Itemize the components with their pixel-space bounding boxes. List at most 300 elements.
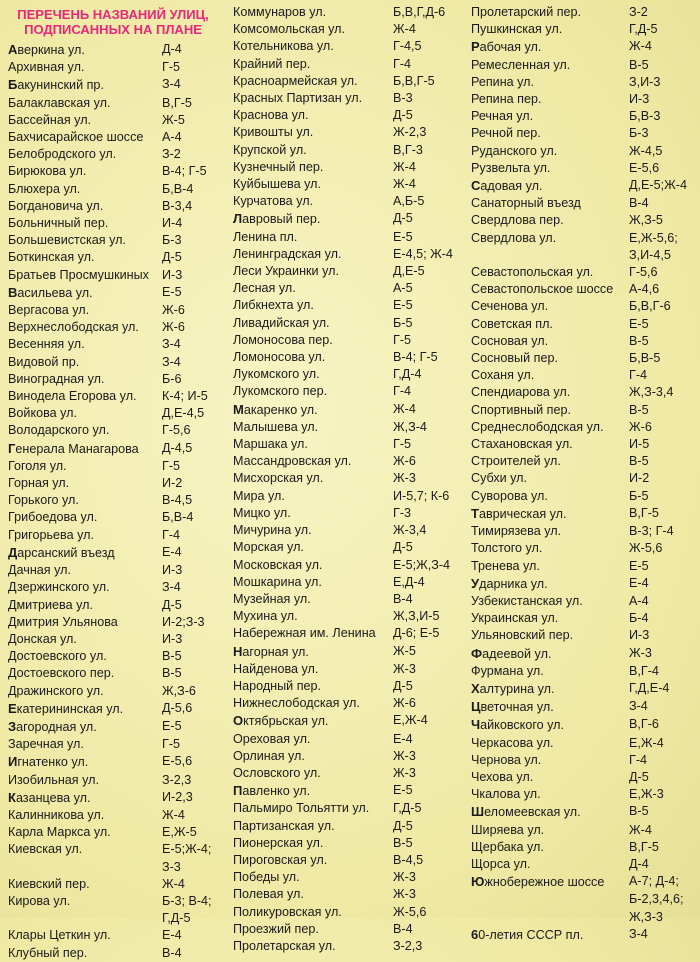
grid-reference: В-4 — [393, 591, 413, 606]
grid-reference: В-5 — [162, 649, 182, 664]
street-name: Ленинградская ул. — [233, 246, 342, 261]
grid-reference: И-2 — [629, 471, 650, 486]
street-row — [233, 522, 467, 539]
street-name: Бакунинский пр. — [8, 77, 104, 93]
street-name: Куйбышева ул. — [233, 177, 321, 192]
street-name: Винодела Егорова ул. — [8, 389, 137, 404]
grid-reference: Д,Е-4,5 — [162, 406, 205, 421]
street-row — [8, 648, 232, 665]
street-row — [8, 910, 232, 927]
street-row — [8, 841, 232, 858]
street-name: Генерала Манагарова — [8, 440, 139, 456]
street-name: Мошкарина ул. — [233, 574, 322, 589]
grid-reference: В-4,5 — [162, 493, 193, 508]
street-row — [471, 384, 699, 401]
grid-reference: В,Г-5 — [629, 839, 659, 854]
grid-reference: Ж-5 — [162, 112, 185, 127]
grid-reference: А-4 — [629, 593, 649, 608]
street-name: Балаклавская ул. — [8, 95, 111, 110]
street-row — [233, 383, 467, 400]
street-name: Ломоносова пер. — [233, 332, 333, 347]
street-row — [8, 284, 232, 302]
grid-reference: Д-5 — [393, 678, 413, 693]
street-row — [233, 332, 467, 349]
grid-reference: Ж,З-3 — [629, 909, 663, 924]
street-name: Орлиная ул. — [233, 748, 305, 763]
street-name: Рузвельта ул. — [471, 160, 551, 175]
street-row — [471, 540, 699, 557]
street-row — [471, 195, 699, 212]
street-name: Проезжий пер. — [233, 921, 319, 936]
street-row — [471, 752, 699, 769]
street-name: Цветочная ул. — [471, 699, 554, 715]
street-row — [471, 926, 699, 944]
street-row — [8, 249, 232, 266]
grid-reference: З-2,3 — [393, 938, 423, 953]
grid-reference: Д-5 — [393, 540, 413, 555]
grid-reference: Ж-3 — [393, 887, 416, 902]
street-row — [471, 575, 699, 593]
grid-reference: З-4 — [162, 337, 181, 352]
street-name: Ломоносова ул. — [233, 350, 326, 365]
street-name: Крупской ул. — [233, 142, 307, 157]
grid-reference: Б-3; В-4; — [162, 893, 212, 908]
group-initial: Е — [8, 700, 17, 716]
grid-reference: Е-5;Ж-4; — [162, 842, 212, 857]
street-name: Киевский пер. — [8, 876, 90, 891]
street-row — [233, 297, 467, 314]
street-row — [233, 678, 467, 695]
street-row — [471, 281, 699, 298]
street-row — [471, 419, 699, 436]
street-name: Соханя ул. — [471, 368, 535, 383]
group-initial: Ш — [471, 804, 485, 820]
street-row — [233, 21, 467, 38]
grid-reference: В-5 — [629, 454, 649, 469]
street-name: Большевистская ул. — [8, 233, 126, 248]
street-name: Войкова ул. — [8, 406, 78, 421]
street-name: Дачная ул. — [8, 563, 71, 578]
street-row — [233, 349, 467, 366]
street-row — [233, 38, 467, 55]
street-row — [471, 125, 699, 142]
street-name: Суворова ул. — [471, 488, 548, 503]
grid-reference: З-4 — [629, 699, 648, 714]
street-name: Сосновый пер. — [471, 351, 558, 366]
street-name: Екатерининская ул. — [8, 700, 124, 716]
street-row — [233, 436, 467, 453]
group-initial: Б — [8, 77, 18, 93]
grid-reference: Б,В,Г-6 — [629, 299, 671, 314]
group-initial: С — [471, 178, 481, 194]
street-name: Чехова ул. — [471, 769, 534, 784]
street-name — [471, 247, 629, 264]
street-name: Ословского ул. — [233, 765, 321, 780]
street-row — [8, 597, 232, 614]
street-row — [471, 505, 699, 523]
street-row — [233, 210, 467, 228]
street-name: Верхнеслободская ул. — [8, 320, 139, 335]
street-name: Мисхорская ул. — [233, 471, 324, 486]
grid-reference: Д-5 — [162, 597, 182, 612]
street-row — [471, 453, 699, 470]
street-row — [8, 59, 232, 76]
street-name: Клубный пер. — [8, 945, 88, 960]
group-initial: В — [8, 284, 18, 300]
street-name: Больничный пер. — [8, 216, 109, 231]
street-name: Кривошты ул. — [233, 125, 314, 140]
street-name: Красных Партизан ул. — [233, 91, 363, 106]
street-row — [8, 509, 232, 526]
street-name: Нижнеслободская ул. — [233, 696, 360, 711]
street-row — [233, 124, 467, 141]
street-name: Тренева ул. — [471, 558, 540, 573]
grid-reference: Е,Д-4 — [393, 574, 425, 589]
grid-reference: В-4; Г-5 — [393, 350, 438, 365]
street-row — [471, 38, 699, 56]
page-title — [8, 7, 218, 37]
street-name — [8, 910, 162, 927]
street-row — [8, 458, 232, 475]
street-row — [8, 181, 232, 198]
street-row — [8, 718, 232, 736]
grid-reference: Г,Д-5 — [629, 22, 658, 37]
street-row — [471, 143, 699, 160]
street-row — [471, 856, 699, 873]
street-name: Таврическая ул. — [471, 505, 567, 521]
grid-reference: Ж-6 — [162, 303, 185, 318]
street-row — [471, 610, 699, 627]
group-initial: Р — [471, 39, 480, 55]
street-name: Пионерская ул. — [233, 835, 324, 850]
street-name: Поликуровская ул. — [233, 904, 342, 919]
index-column-2 — [233, 4, 467, 955]
street-row — [233, 557, 467, 574]
street-row — [233, 869, 467, 886]
street-row — [233, 193, 467, 210]
grid-reference: Ж,З-5 — [629, 213, 663, 228]
grid-reference: Ж-4 — [629, 39, 652, 54]
grid-reference: Е-5;Ж,З-4 — [393, 557, 451, 572]
street-name: Кирова ул. — [8, 893, 71, 908]
grid-reference: Е,Ж-3 — [629, 787, 664, 802]
street-row — [471, 230, 699, 247]
street-row — [471, 873, 699, 891]
grid-reference: Д-4 — [629, 856, 649, 871]
street-name: Маршака ул. — [233, 437, 308, 452]
street-name: Ремесленная ул. — [471, 57, 571, 72]
grid-reference: В,Г-5 — [162, 95, 192, 110]
grid-reference: Г,Д-5 — [162, 911, 191, 926]
street-name: Достоевского ул. — [8, 649, 107, 664]
street-name: Бахчисарайское шоссе — [8, 130, 144, 145]
grid-reference: Ж-4 — [393, 401, 416, 416]
group-initial: Ч — [471, 717, 481, 733]
street-row — [471, 91, 699, 108]
street-row — [471, 470, 699, 487]
street-name: Рабочая ул. — [471, 39, 542, 55]
street-row — [233, 470, 467, 487]
street-name: Сосновая ул. — [471, 333, 549, 348]
street-row — [8, 319, 232, 336]
street-name: Дражинского ул. — [8, 683, 104, 698]
street-row — [471, 786, 699, 803]
group-initial: О — [233, 713, 244, 729]
street-name: Либкнехта ул. — [233, 298, 314, 313]
street-row — [233, 142, 467, 159]
street-name: Октябрьская ул. — [233, 713, 329, 729]
street-name: Достоевского пер. — [8, 666, 115, 681]
street-row — [8, 76, 232, 94]
street-name: Клары Цеткин ул. — [8, 928, 111, 943]
grid-reference: З-4 — [162, 77, 181, 92]
street-row — [471, 663, 699, 680]
grid-reference: Б-4 — [629, 611, 649, 626]
street-name: Крайний пер. — [233, 56, 311, 71]
street-name: Фадеевой ул. — [471, 645, 552, 661]
grid-reference: Б-3 — [629, 126, 649, 141]
street-row — [233, 280, 467, 297]
grid-reference: Д-4,5 — [162, 440, 193, 455]
street-name: Сеченова ул. — [471, 299, 549, 314]
street-row — [233, 852, 467, 869]
grid-reference: Г-4,5 — [393, 39, 422, 54]
grid-reference: В-5 — [629, 402, 649, 417]
street-name: Партизанская ул. — [233, 818, 335, 833]
street-row — [8, 95, 232, 112]
group-initial: У — [471, 575, 480, 591]
grid-reference: Е-4,5; Ж-4 — [393, 246, 453, 261]
street-row — [8, 232, 232, 249]
street-name: Южнобережное шоссе — [471, 874, 605, 890]
street-name: Дарсанский въезд — [8, 544, 115, 560]
grid-reference: Е-5 — [162, 284, 182, 299]
street-name: Пролетарская ул. — [233, 938, 336, 953]
grid-reference: Г,Д-5 — [393, 801, 422, 816]
grid-reference: В-4; Г-5 — [162, 164, 207, 179]
street-row — [8, 945, 232, 962]
street-row — [471, 558, 699, 575]
street-name: Ленина пл. — [233, 229, 298, 244]
grid-reference: З-2 — [162, 147, 181, 162]
street-name: Ульяновский пер. — [471, 628, 574, 643]
street-row — [471, 735, 699, 752]
street-row — [8, 41, 232, 59]
street-row — [8, 422, 232, 439]
street-name: Изобильная ул. — [8, 772, 99, 787]
grid-reference: Ж-3 — [393, 748, 416, 763]
grid-reference: Д-5 — [629, 769, 649, 784]
street-row — [233, 731, 467, 748]
street-name: Щорса ул. — [471, 856, 531, 871]
grid-reference: Г-4 — [629, 368, 648, 383]
street-name — [8, 859, 162, 876]
street-row — [8, 700, 232, 718]
street-name: Пироговская ул. — [233, 852, 328, 867]
street-row — [233, 904, 467, 921]
grid-reference: Г-5 — [162, 737, 181, 752]
grid-reference: Е-5 — [393, 298, 413, 313]
street-name: Котельникова ул. — [233, 39, 334, 54]
street-name: Красноармейская ул. — [233, 73, 358, 88]
grid-reference: Д-5 — [393, 818, 413, 833]
grid-reference: Б-2,3,4,6; — [629, 892, 684, 907]
grid-reference: Ж-6 — [393, 454, 416, 469]
street-name: Виноградная ул. — [8, 371, 105, 386]
street-name: Игнатенко ул. — [8, 754, 89, 770]
grid-reference: Г-5 — [393, 437, 412, 452]
street-name: Горная ул. — [8, 476, 70, 491]
street-row — [8, 129, 232, 146]
grid-reference: Г-5 — [162, 60, 181, 75]
street-row — [8, 579, 232, 596]
grid-reference: Ж-3 — [393, 765, 416, 780]
grid-reference: И-3 — [162, 563, 183, 578]
group-initial: Ю — [471, 874, 485, 890]
street-row — [8, 893, 232, 910]
grid-reference: Ж-4 — [393, 22, 416, 37]
grid-reference: Д-5,6 — [162, 700, 193, 715]
grid-reference: В-5 — [629, 804, 649, 819]
street-row — [471, 177, 699, 195]
grid-reference: Ж,З-6 — [162, 683, 196, 698]
street-row — [471, 333, 699, 350]
street-row — [233, 73, 467, 90]
grid-reference: Б,В,Г-5 — [393, 73, 435, 88]
street-row — [471, 909, 699, 926]
group-initial: Д — [8, 544, 18, 560]
grid-reference: Б-5 — [393, 315, 413, 330]
street-row — [471, 822, 699, 839]
grid-reference: Е-5,6 — [162, 754, 193, 769]
grid-reference: Е-4 — [393, 731, 413, 746]
grid-reference: Д-6; Е-5 — [393, 626, 440, 641]
street-name: Богдановича ул. — [8, 198, 104, 213]
grid-reference: Е-4 — [162, 928, 182, 943]
grid-reference: И-5,7; К-6 — [393, 488, 450, 503]
street-row — [471, 108, 699, 125]
grid-reference: Ж-5 — [393, 643, 416, 658]
street-name: Малышева ул. — [233, 419, 319, 434]
street-row — [471, 367, 699, 384]
grid-reference: Ж-3 — [393, 661, 416, 676]
grid-reference: Е,Ж-4 — [629, 735, 664, 750]
grid-reference: Ж-3 — [393, 471, 416, 486]
street-name: Блюхера ул. — [8, 181, 81, 196]
street-name: Грибоедова ул. — [8, 510, 98, 525]
street-row — [233, 765, 467, 782]
grid-reference: Г-4 — [629, 752, 648, 767]
street-name: Музейная ул. — [233, 591, 311, 606]
street-row — [233, 591, 467, 608]
street-row — [233, 782, 467, 800]
street-name: Речная ул. — [471, 109, 534, 124]
street-row — [233, 712, 467, 730]
grid-reference: Г,Д,Е-4 — [629, 680, 670, 695]
grid-reference: А-7; Д-4; — [629, 874, 679, 889]
grid-reference: Ж-4 — [393, 159, 416, 174]
street-name: Массандровская ул. — [233, 454, 352, 469]
street-row — [471, 298, 699, 315]
street-row — [471, 488, 699, 505]
street-row — [471, 4, 699, 21]
street-row — [8, 440, 232, 458]
grid-reference: Г-4 — [393, 56, 412, 71]
grid-reference: З-4 — [629, 926, 648, 941]
grid-reference: А,Б-5 — [393, 194, 425, 209]
grid-reference: В-3 — [393, 91, 413, 106]
grid-reference: Г,Д-4 — [393, 367, 422, 382]
street-name: Весенняя ул. — [8, 337, 85, 352]
grid-reference: З-4 — [162, 354, 181, 369]
grid-reference: З-2 — [629, 5, 648, 19]
grid-reference: Ж-6 — [629, 419, 652, 434]
street-name: Строителей ул. — [471, 454, 561, 469]
index-column-1 — [8, 4, 232, 962]
street-name: Курчатова ул. — [233, 194, 314, 209]
street-row — [233, 419, 467, 436]
group-initial: К — [8, 789, 16, 805]
grid-reference: В-4 — [393, 921, 413, 936]
grid-reference: В,Г-3 — [393, 142, 423, 157]
grid-reference: В-5 — [162, 666, 182, 681]
street-name: Гоголя ул. — [8, 458, 67, 473]
street-name: Казанцева ул. — [8, 789, 91, 805]
street-row — [8, 163, 232, 180]
group-initial: Н — [233, 643, 243, 659]
grid-reference: В-4 — [162, 945, 182, 960]
grid-reference: Ж-2,3 — [393, 125, 427, 140]
street-name — [471, 909, 629, 926]
street-row — [8, 112, 232, 129]
street-row — [471, 891, 699, 908]
street-row — [233, 159, 467, 176]
grid-reference: Г-5 — [162, 458, 181, 473]
street-name: Аверкина ул. — [8, 42, 85, 57]
street-row — [8, 267, 232, 284]
index-column-3 — [471, 4, 699, 944]
street-name: Мухина ул. — [233, 609, 298, 624]
street-row — [471, 803, 699, 821]
street-row — [8, 354, 232, 371]
street-name: Ливадийская ул. — [233, 315, 330, 330]
street-row — [233, 263, 467, 280]
grid-reference: Ж-4 — [162, 807, 185, 822]
street-row — [233, 539, 467, 556]
street-row — [233, 835, 467, 852]
grid-reference: Д-5 — [162, 250, 182, 265]
grid-reference: Ж-4 — [629, 822, 652, 837]
street-name: Найденова ул. — [233, 661, 319, 676]
street-row — [8, 336, 232, 353]
street-name: Пушкинская ул. — [471, 22, 563, 37]
street-name: Набережная им. Ленина — [233, 626, 376, 641]
street-row — [8, 753, 232, 771]
grid-reference: Е-5 — [629, 558, 649, 573]
grid-reference: З-2,3 — [162, 772, 192, 787]
street-row — [233, 4, 467, 21]
street-row — [471, 21, 699, 38]
street-row — [233, 818, 467, 835]
grid-reference: Е,Ж-5 — [162, 825, 197, 840]
grid-reference: Ж-5,6 — [629, 541, 663, 556]
street-name: Среднеслободская ул. — [471, 419, 604, 434]
street-name: Московская ул. — [233, 557, 323, 572]
street-name: Полевая ул. — [233, 887, 304, 902]
street-row — [8, 198, 232, 215]
street-row — [233, 921, 467, 938]
street-name: Бирюкова ул. — [8, 164, 87, 179]
